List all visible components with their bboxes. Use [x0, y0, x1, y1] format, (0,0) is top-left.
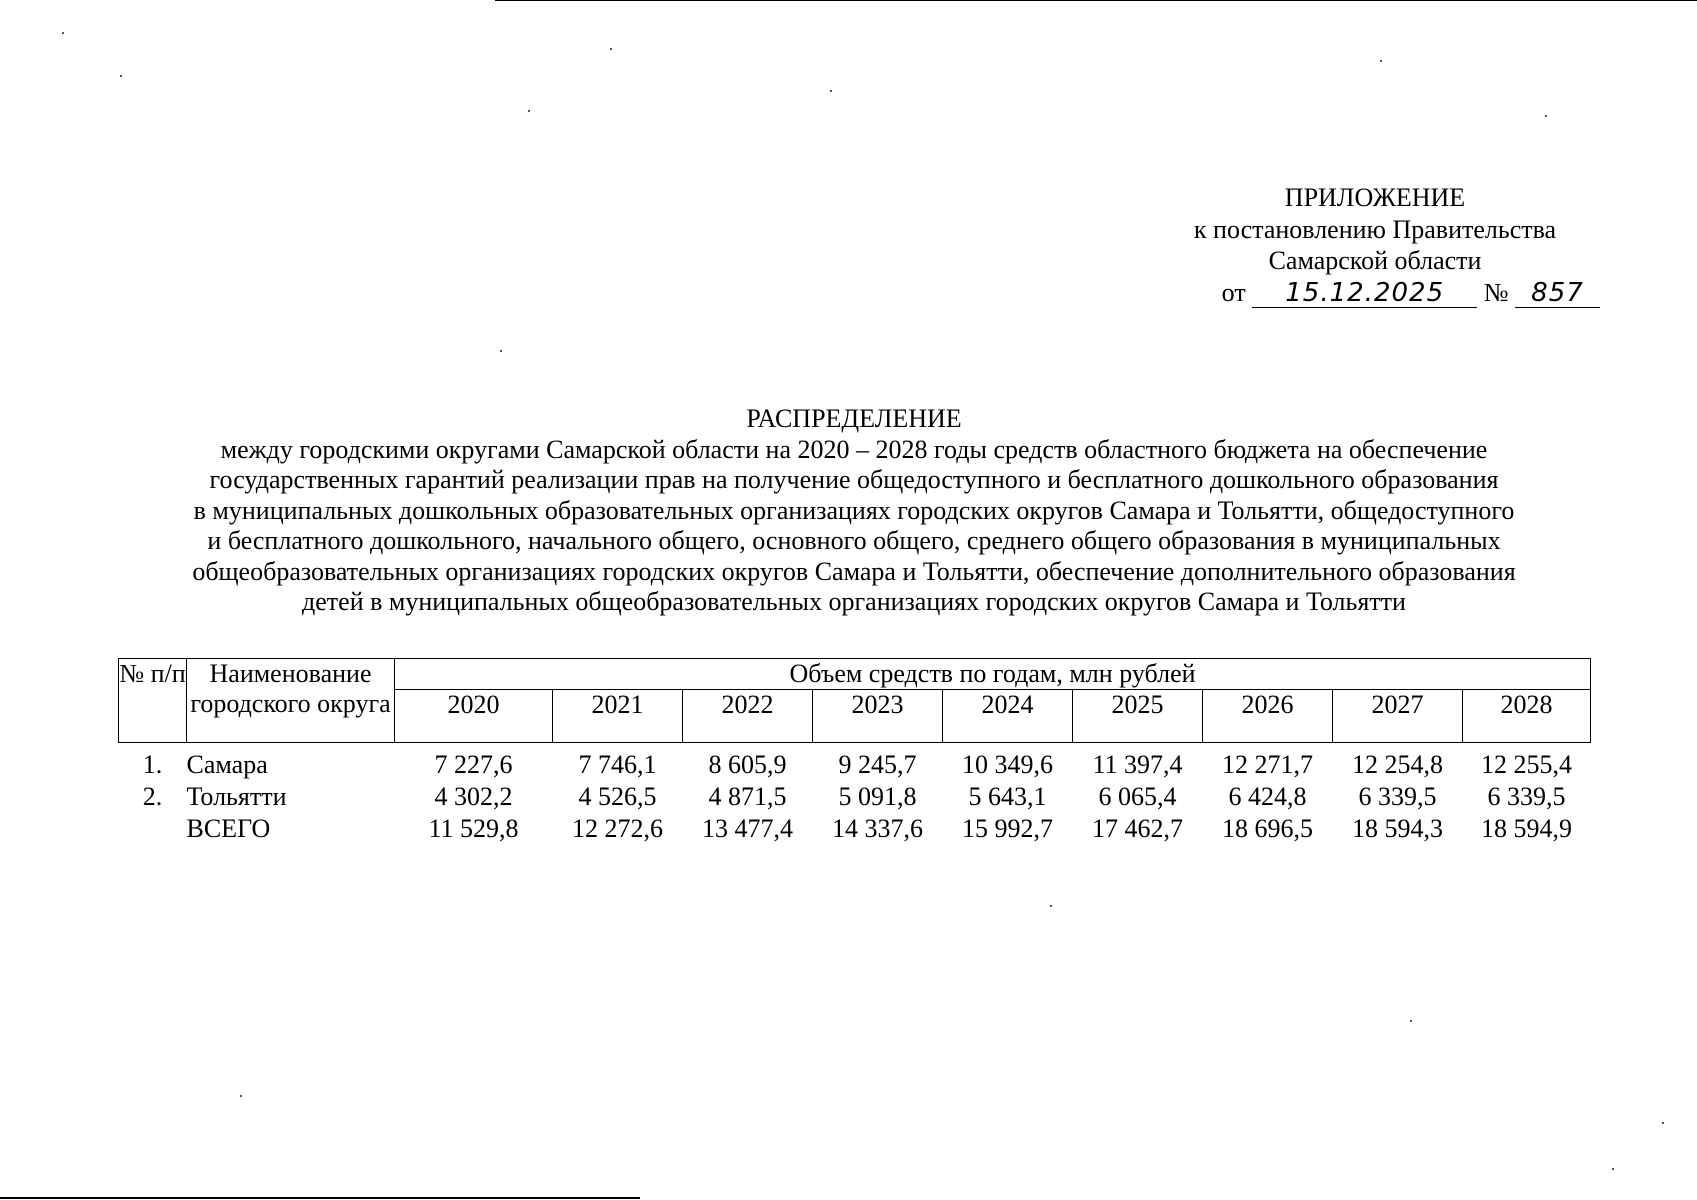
table-row-total [119, 813, 1591, 845]
heading-line: в муниципальных дошкольных образовательных организациях городских округов Самара и Тольятти, общедоступного [193, 495, 1515, 525]
scan-speck [62, 32, 64, 34]
row-value: 10 349,6 [962, 750, 1053, 779]
distribution-table [118, 658, 1591, 845]
row-value: 4 871,5 [708, 782, 787, 811]
row-district-name: Тольятти [186, 782, 287, 811]
row-value: 6 424,8 [1228, 782, 1307, 811]
row-value: 6 339,5 [1358, 782, 1437, 811]
heading-line: между городскими округами Самарской области на 2020 – 2028 годы средств областного бюджета на обеспечение [220, 434, 1488, 464]
header-year: 2022 [683, 690, 813, 743]
scan-speck [500, 350, 502, 352]
row-value: 11 529,8 [428, 814, 519, 843]
scan-speck [610, 48, 612, 50]
document-heading [110, 404, 1598, 618]
heading-title: РАСПРЕДЕЛЕНИЕ [746, 404, 962, 433]
scan-border-bottom [0, 1197, 640, 1199]
header-year: 2021 [553, 690, 683, 743]
row-value: 6 339,5 [1487, 782, 1566, 811]
row-value: 14 337,6 [832, 814, 923, 843]
row-value: 15 992,7 [962, 814, 1053, 843]
header-district-name: Наименование городского округа [187, 659, 395, 743]
scan-speck [1612, 1168, 1614, 1170]
scan-speck [1545, 115, 1547, 117]
row-value: 12 255,4 [1481, 750, 1573, 779]
row-total-label: ВСЕГО [186, 814, 271, 843]
table-header-row [119, 659, 1591, 690]
row-value: 12 272,6 [572, 814, 663, 843]
heading-line: и бесплатного дошкольного, начального общего, основного общего, среднего общего образования в муниципальных [207, 526, 1501, 555]
row-number [119, 813, 187, 845]
row-value: 12 254,8 [1352, 750, 1443, 779]
scan-speck [240, 1095, 242, 1097]
table-row-samara [119, 743, 1591, 782]
row-value: 18 594,3 [1352, 814, 1443, 843]
row-value: 7 746,1 [578, 750, 657, 779]
table-row-tolyatti [119, 781, 1591, 813]
number-prefix: № [1483, 277, 1509, 307]
scan-speck [1380, 60, 1382, 62]
header-year: 2028 [1463, 690, 1591, 743]
scan-border-top [495, 0, 1697, 1]
appendix-date-number-line [1150, 277, 1600, 309]
scan-speck [1662, 1122, 1664, 1124]
header-year: 2025 [1073, 690, 1203, 743]
row-value: 18 696,5 [1222, 814, 1313, 843]
heading-line: государственных гарантий реализации прав на получение общедоступного и бесплатного дошкольного образования [209, 465, 1499, 494]
scan-speck [528, 110, 530, 112]
date-prefix: от [1221, 277, 1246, 307]
header-year: 2026 [1203, 690, 1333, 743]
header-number: № п/п [119, 659, 187, 743]
scan-speck [1410, 1020, 1412, 1022]
header-year: 2024 [943, 690, 1073, 743]
appendix-line-resolution: к постановлению Правительства [1193, 214, 1557, 244]
row-value: 7 227,6 [434, 750, 513, 779]
row-value: 11 397,4 [1092, 750, 1183, 779]
header-year: 2020 [395, 690, 553, 743]
scan-speck [830, 90, 832, 92]
row-value: 8 605,9 [708, 750, 787, 779]
row-number: 1. [142, 750, 163, 779]
row-district-name: Самара [186, 750, 268, 779]
heading-line: общеобразовательных организациях городских округов Самара и Тольятти, обеспечение дополнительного образования [192, 556, 1516, 586]
row-value: 17 462,7 [1092, 814, 1183, 843]
row-value: 5 091,8 [838, 782, 917, 811]
row-value: 5 643,1 [968, 782, 1047, 811]
handwritten-date: 15.12.2025 [1252, 279, 1477, 308]
handwritten-number: 857 [1515, 279, 1600, 308]
row-number: 2. [142, 782, 163, 811]
heading-line: детей в муниципальных общеобразовательных организациях городских округов Самара и Тольятти [302, 587, 1406, 616]
row-value: 12 271,7 [1222, 750, 1313, 779]
row-value: 6 065,4 [1098, 782, 1177, 811]
scan-speck [120, 75, 122, 77]
scan-speck [1050, 905, 1052, 907]
row-value: 13 477,4 [702, 814, 793, 843]
header-year: 2023 [813, 690, 943, 743]
row-value: 18 594,9 [1481, 814, 1573, 843]
row-value: 4 302,2 [434, 782, 513, 811]
row-value: 9 245,7 [838, 750, 917, 779]
appendix-title: ПРИЛОЖЕНИЕ [1284, 183, 1466, 212]
appendix-block [1150, 182, 1600, 308]
row-value: 4 526,5 [578, 782, 657, 811]
appendix-line-region: Самарской области [1268, 246, 1482, 275]
header-year: 2027 [1333, 690, 1463, 743]
header-volume-group: Объем средств по годам, млн рублей [395, 659, 1591, 690]
